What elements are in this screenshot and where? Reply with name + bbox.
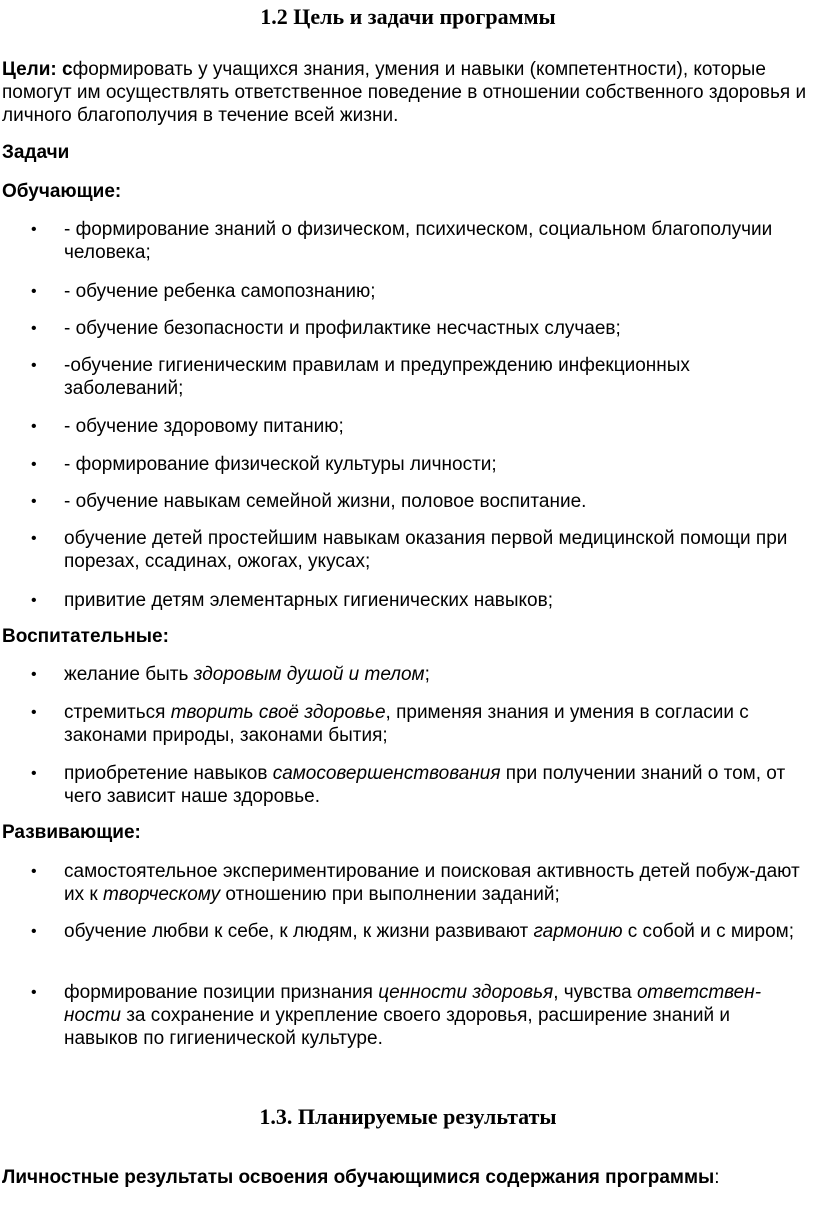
list-item: • -обучение гигиеническим правилам и предупреждению инфекционных заболеваний;	[64, 354, 804, 400]
section-title-results: 1.3. Планируемые результаты	[259, 1104, 557, 1129]
list-item: • - обучение ребенка самопознанию;	[64, 280, 804, 303]
list-item: • стремиться творить своё здоровье, применяя знания и умения в согласии с законами природы, законами бытия;	[64, 701, 804, 747]
personal-results-suffix: :	[714, 1167, 720, 1188]
list-item: • - обучение навыкам семейной жизни, половое воспитание.	[64, 490, 804, 513]
list-item: • обучение детей простейшим навыкам оказания первой медицинской помощи при порезах, ссадинах, ожогах, укусах;	[64, 527, 804, 573]
list-item: • самостоятельное экспериментирование и поисковая активность детей побуж-дают их к творческому отношению при выполнении заданий;	[64, 860, 804, 906]
developing-heading: Развивающие:	[2, 822, 141, 843]
goal-text: формировать у учащихся знания, умения и навыки (компетентности), которые помогут им осуществлять ответственное поведение в отношении собственного здоровья и личного благополучия в течение всей жизни.	[2, 59, 807, 126]
list-item: • обучение любви к себе, к людям, к жизни развивают гармонию с собой и с миром;	[64, 920, 804, 943]
list-item: • желание быть здоровым душой и телом;	[64, 663, 804, 686]
upbringing-heading: Воспитательные:	[2, 626, 169, 647]
list-item: • привитие детям элементарных гигиенических навыков;	[64, 589, 804, 612]
list-item: • - обучение здоровому питанию;	[64, 415, 804, 438]
personal-results-line	[2, 1166, 810, 1189]
list-item: • - обучение безопасности и профилактике несчастных случаев;	[64, 317, 804, 340]
list-item: • - формирование знаний о физическом, психическом, социальном благополучии человека;	[64, 218, 804, 264]
goal-label: Цели: с	[2, 59, 73, 80]
list-item: • приобретение навыков самосовершенствования при получении знаний о том, от чего зависит наше здоровье.	[64, 762, 804, 808]
goal-paragraph	[2, 58, 810, 127]
section-title-goal: 1.2 Цель и задачи программы	[260, 4, 556, 29]
list-item: • формирование позиции признания ценности здоровья, чувства ответствен-ности за сохранение и укрепление своего здоровья, расширение знаний и навыков по гигиенической культуре.	[64, 981, 804, 1050]
tasks-heading: Задачи	[2, 142, 70, 163]
teaching-heading: Обучающие:	[2, 181, 122, 202]
personal-results-label: Личностные результаты освоения обучающимися содержания программы	[2, 1167, 715, 1188]
list-item: • - формирование физической культуры личности;	[64, 453, 804, 476]
